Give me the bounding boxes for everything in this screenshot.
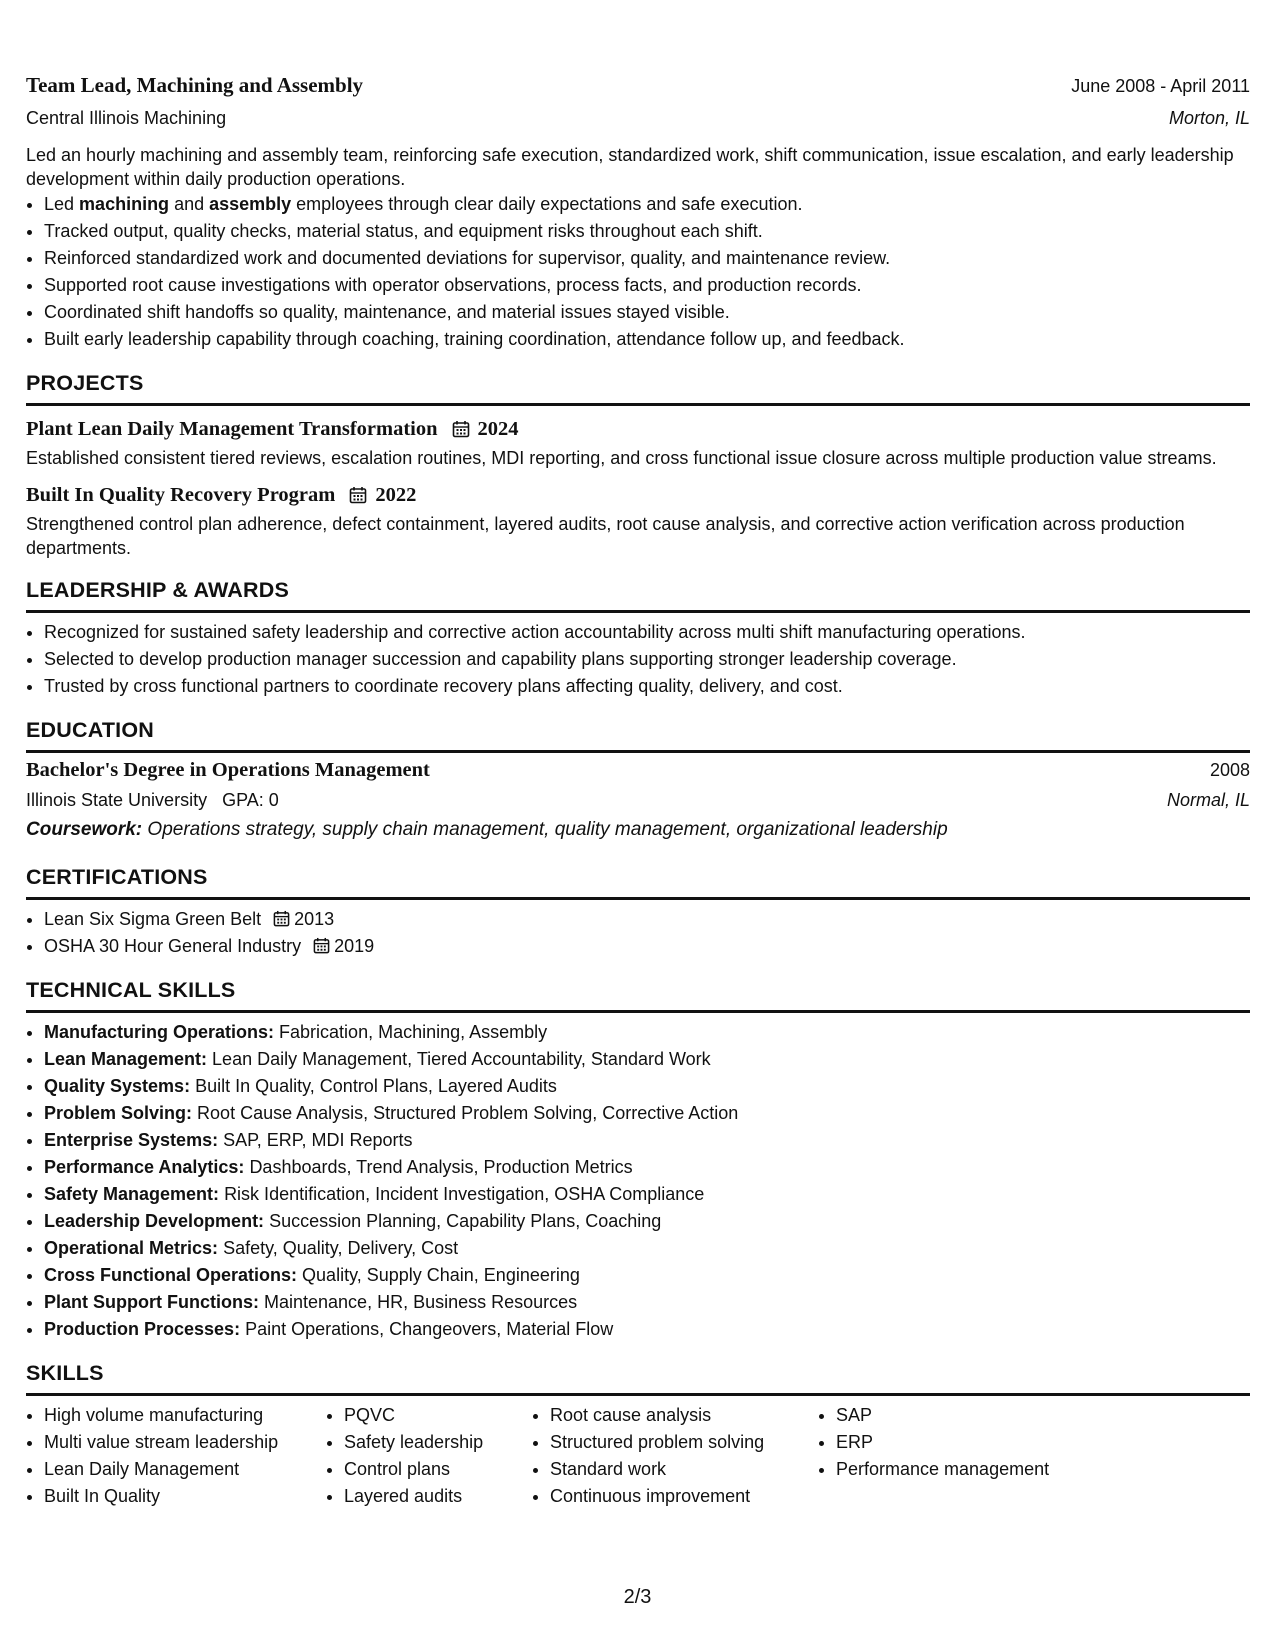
project-item [26, 480, 1250, 560]
section-heading-technical-skills: TECHNICAL SKILLS [26, 976, 1250, 1013]
coursework-label: Coursework: [26, 819, 143, 840]
skill-values: Paint Operations, Changeovers, Material Flow [245, 1319, 614, 1339]
project-item [26, 414, 1250, 470]
section-heading-projects: PROJECTS [26, 369, 1250, 406]
project-description: Strengthened control plan adherence, defect containment, layered audits, root cause analysis, and corrective action verification across production departments. [26, 514, 1185, 558]
section-heading-education: EDUCATION [26, 716, 1250, 753]
degree-title: Bachelor's Degree in Operations Management [26, 759, 430, 781]
list-item: • Reinforced standardized work and documented deviations for supervisor, quality, and maintenance review. [44, 245, 1250, 272]
list-item: • Multi value stream leadership [44, 1429, 326, 1456]
skill-values: Lean Daily Management, Tiered Accountability, Standard Work [212, 1049, 711, 1069]
list-item: • Coordinated shift handoffs so quality, maintenance, and material issues stayed visible. [44, 299, 1250, 326]
resume-page [26, 72, 1250, 1510]
certification-year: 2013 [294, 909, 335, 929]
technical-skills-list [26, 1019, 1250, 1343]
skill-category: Performance Analytics: [44, 1157, 245, 1177]
calendar-icon [452, 420, 470, 438]
list-item [44, 1100, 1250, 1127]
skill-values: Dashboards, Trend Analysis, Production Metrics [249, 1157, 633, 1177]
list-item: • Supported root cause investigations with operator observations, process facts, and production records. [44, 272, 1250, 299]
list-item: • Recognized for sustained safety leadership and corrective action accountability across multi shift manufacturing operations. [44, 619, 1250, 646]
list-item: • Control plans [344, 1456, 532, 1483]
list-item: • Lean Daily Management [44, 1456, 326, 1483]
project-description: Established consistent tiered reviews, escalation routines, MDI reporting, and cross functional issue closure across multiple production value streams. [26, 448, 1217, 468]
section-heading-certifications: CERTIFICATIONS [26, 863, 1250, 900]
skill-category: Manufacturing Operations: [44, 1022, 275, 1042]
section-heading-skills: SKILLS [26, 1359, 1250, 1396]
list-item: • Built early leadership capability through coaching, training coordination, attendance follow up, and feedback. [44, 326, 1250, 353]
skill-category: Operational Metrics: [44, 1238, 219, 1258]
skill-values: Quality, Supply Chain, Engineering [302, 1265, 580, 1285]
list-item: • Root cause analysis [550, 1402, 818, 1429]
list-item [44, 1181, 1250, 1208]
skill-category: Safety Management: [44, 1184, 220, 1204]
list-item: • SAP [836, 1402, 1096, 1429]
education-entry [26, 757, 1250, 847]
list-item: • Continuous improvement [550, 1483, 818, 1510]
skill-values: Fabrication, Machining, Assembly [279, 1022, 548, 1042]
job-dates: June 2008 - April 2011 [1071, 76, 1250, 96]
list-item [44, 1127, 1250, 1154]
list-item [44, 1316, 1250, 1343]
skills-column [532, 1402, 818, 1510]
job-entry [26, 72, 1250, 353]
coursework-list: Operations strategy, supply chain management, quality management, organizational leadership [147, 819, 948, 840]
job-title: Team Lead, Machining and Assembly [26, 73, 364, 97]
skill-category: Plant Support Functions: [44, 1292, 259, 1312]
project-year: 2024 [477, 418, 519, 440]
list-item: • Trusted by cross functional partners to coordinate recovery plans affecting quality, delivery, and cost. [44, 673, 1250, 700]
list-item: • Selected to develop production manager succession and capability plans supporting stronger leadership coverage. [44, 646, 1250, 673]
graduation-year: 2008 [1209, 760, 1250, 780]
page-number: 2/3 [623, 1586, 652, 1608]
list-item [44, 1208, 1250, 1235]
project-year: 2022 [375, 484, 417, 506]
skill-values: Maintenance, HR, Business Resources [264, 1292, 578, 1312]
list-item [44, 1262, 1250, 1289]
gpa: GPA: 0 [222, 790, 279, 810]
list-item: • PQVC [344, 1402, 532, 1429]
skill-category: Leadership Development: [44, 1211, 265, 1231]
skills-column [26, 1402, 326, 1510]
project-title: Plant Lean Daily Management Transformation [26, 418, 438, 440]
list-item: • Performance management [836, 1456, 1096, 1483]
skill-values: Safety, Quality, Delivery, Cost [223, 1238, 459, 1258]
certifications-list [26, 906, 1250, 960]
skill-values: Succession Planning, Capability Plans, Coaching [269, 1211, 662, 1231]
list-item [44, 906, 1250, 933]
skill-category: Production Processes: [44, 1319, 241, 1339]
list-item: • Built In Quality [44, 1483, 326, 1510]
projects-section [26, 414, 1250, 560]
leadership-list [26, 619, 1250, 700]
job-location: Morton, IL [1168, 108, 1250, 128]
calendar-icon [313, 937, 330, 954]
job-description: Led an hourly machining and assembly team, reinforcing safe execution, standardized work, shift communication, issue escalation, and early leadership development within daily production operations. [26, 145, 1234, 189]
skills-grid [26, 1402, 1250, 1510]
project-title: Built In Quality Recovery Program [26, 484, 336, 506]
list-item [44, 1235, 1250, 1262]
list-item: • Safety leadership [344, 1429, 532, 1456]
list-item: • Structured problem solving [550, 1429, 818, 1456]
section-heading-leadership: LEADERSHIP & AWARDS [26, 576, 1250, 613]
skill-category: Quality Systems: [44, 1076, 191, 1096]
skill-values: Risk Identification, Incident Investigation, OSHA Compliance [224, 1184, 705, 1204]
skill-values: SAP, ERP, MDI Reports [223, 1130, 413, 1150]
calendar-icon [349, 486, 367, 504]
skill-category: Cross Functional Operations: [44, 1265, 298, 1285]
job-bullets [26, 191, 1250, 353]
calendar-icon [273, 910, 290, 927]
school-location: Normal, IL [1166, 790, 1250, 810]
list-item [44, 1019, 1250, 1046]
skill-values: Built In Quality, Control Plans, Layered Audits [195, 1076, 557, 1096]
school-name: Illinois State University [26, 790, 208, 810]
list-item: • Tracked output, quality checks, material status, and equipment risks throughout each shift. [44, 218, 1250, 245]
coursework [26, 815, 1250, 847]
list-item: • Standard work [550, 1456, 818, 1483]
skill-values: Root Cause Analysis, Structured Problem Solving, Corrective Action [197, 1103, 739, 1123]
list-item: • Layered audits [344, 1483, 532, 1510]
skill-category: Enterprise Systems: [44, 1130, 219, 1150]
skills-column [818, 1402, 1096, 1510]
list-item: • Led machining and assembly employees through clear daily expectations and safe execution. [44, 191, 1250, 218]
list-item: • High volume manufacturing [44, 1402, 326, 1429]
list-item [44, 1046, 1250, 1073]
list-item [44, 1073, 1250, 1100]
skill-category: Lean Management: [44, 1049, 208, 1069]
list-item [44, 933, 1250, 960]
list-item: • ERP [836, 1429, 1096, 1456]
list-item [44, 1154, 1250, 1181]
certification-name: Lean Six Sigma Green Belt [44, 909, 262, 929]
skill-category: Problem Solving: [44, 1103, 193, 1123]
list-item [44, 1289, 1250, 1316]
company-name: Central Illinois Machining [26, 108, 227, 128]
certification-year: 2019 [334, 936, 375, 956]
skills-column [326, 1402, 532, 1510]
certification-name: OSHA 30 Hour General Industry [44, 936, 302, 956]
